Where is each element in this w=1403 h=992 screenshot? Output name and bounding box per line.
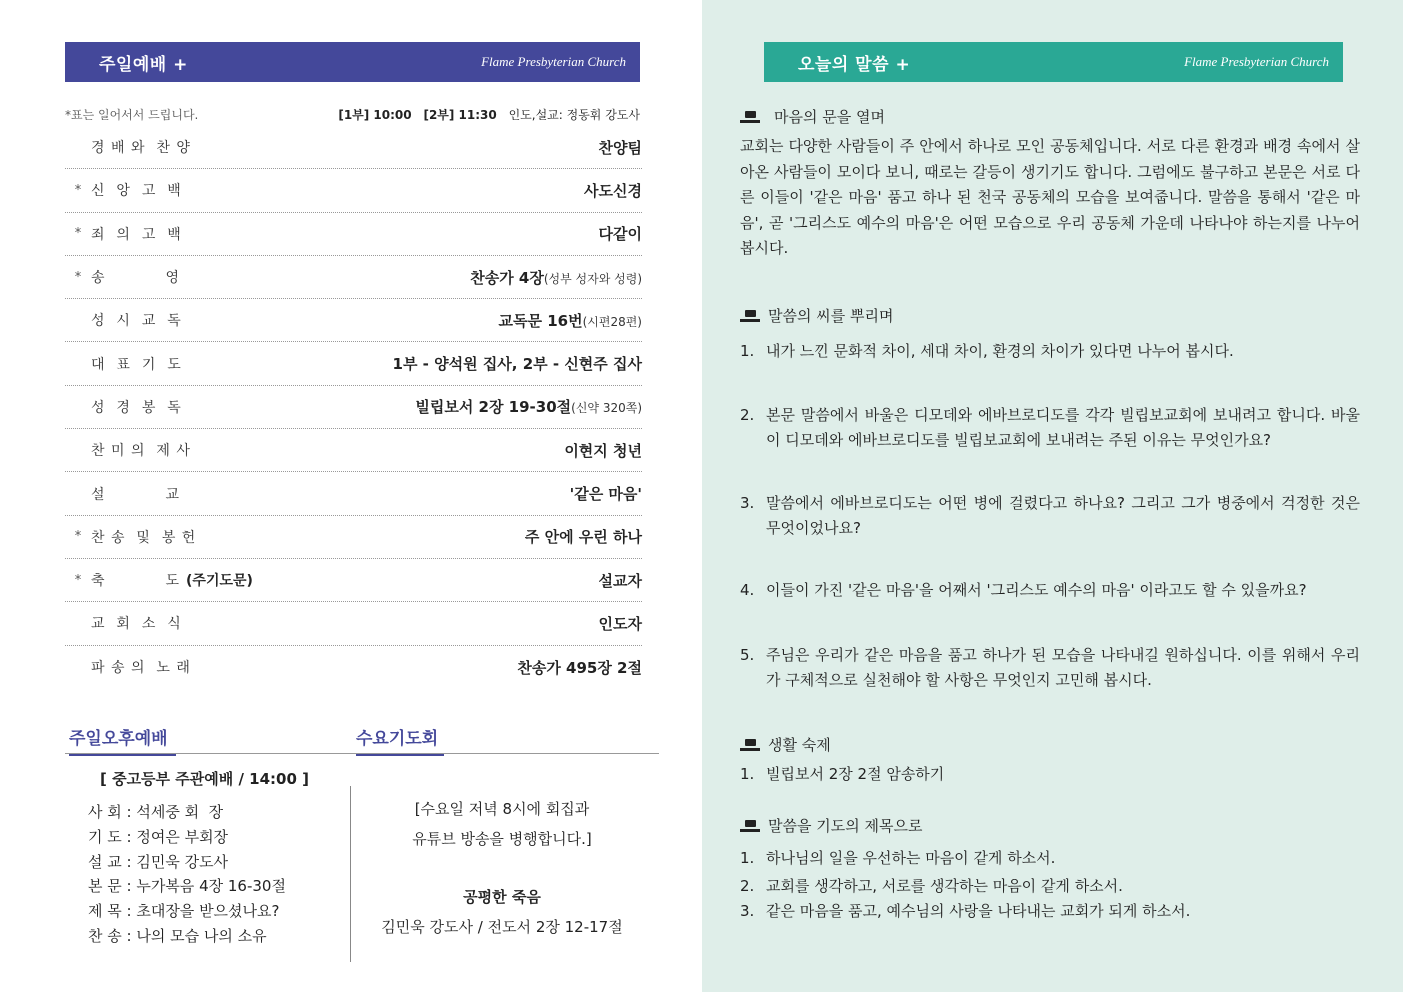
word-banner: [764, 42, 1343, 82]
order-row: [65, 169, 642, 212]
order-value: 찬양팀: [598, 138, 642, 157]
list-item: 사 회 : 석세중 회 장: [88, 803, 224, 821]
order-value: 사도신경: [584, 181, 642, 200]
standing-note: *표는 일어서서 드립니다.: [65, 107, 199, 122]
order-label: 찬 미 의 제 사: [91, 443, 191, 460]
question-number: 2.: [740, 406, 755, 424]
word-panel: [702, 0, 1403, 992]
question-item: [740, 643, 1360, 692]
list-item: 기 도 : 정여은 부회장: [88, 827, 229, 846]
order-label: 성 경 봉 독: [91, 399, 182, 416]
order-value: 주 안에 우린 하나: [524, 528, 642, 547]
order-row: [65, 646, 642, 689]
seed-heading: [740, 305, 893, 326]
afternoon-heading: 주일오후예배: [69, 724, 176, 756]
question-item: [740, 491, 1360, 540]
service-time-1: [1부] 10:00: [338, 107, 412, 122]
order-value: 설교자: [598, 571, 642, 590]
question-text: 말씀에서 에바브로디도는 어떤 병에 걸렸다고 하나요? 그리고 그가 병중에서 걱정한 것은 무엇이었나요?: [766, 494, 1360, 537]
wednesday-heading: 수요기도회: [356, 724, 444, 756]
wednesday-notice-1: [수요일 저녁 8시에 회집과: [414, 800, 590, 818]
order-row: [65, 559, 642, 602]
question-text: 주님은 우리가 같은 마음을 품고 하나가 된 모습을 나타내길 원하십니다. 이를 위해서 우리가 구체적으로 실천해야 할 사항은 무엇인지 고민해 봅시다.: [766, 646, 1360, 689]
question-number: 4.: [740, 581, 755, 599]
wednesday-sermon-title: 공평한 죽음: [463, 888, 541, 906]
order-row: [65, 342, 642, 385]
bible-stack-icon: [740, 738, 762, 752]
prayer-item: [740, 874, 1360, 899]
order-label: 교 회 소 식: [91, 616, 182, 633]
order-value-note: (신약 320쪽): [571, 401, 642, 416]
heading-text: 말씀의 씨를 뿌리며: [768, 307, 894, 325]
order-row: [65, 299, 642, 342]
order-label: 경 배 와 찬 양: [91, 140, 191, 157]
order-label: 송 영: [91, 270, 181, 287]
question-number: 5.: [740, 646, 755, 664]
question-text: 이들이 가진 '같은 마음'을 어째서 '그리스도 예수의 마음' 이라고도 할 수 있을까요?: [766, 581, 1307, 599]
order-row: [65, 516, 642, 559]
homework-text: 빌립보서 2장 2절 암송하기: [766, 765, 945, 783]
question-number: 3.: [740, 494, 755, 512]
order-label: 대 표 기 도: [91, 356, 182, 373]
prayer-text: 같은 마음을 품고, 예수님의 사랑을 나타내는 교회가 되게 하소서.: [766, 902, 1191, 920]
order-row: [65, 472, 642, 515]
standing-mark: *: [74, 572, 82, 588]
list-item: 찬 송 : 나의 모습 나의 소유: [88, 926, 267, 945]
order-value-note: (성부 성자와 성령): [543, 271, 642, 286]
order-label: 성 시 교 독: [91, 313, 182, 330]
question-text: 본문 말씀에서 바울은 디모데와 에바브로디도를 각각 빌립보교회에 보내려고 합니다. 바울이 디모데와 에바브로디도를 빌립보교회에 보내려는 주된 이유는 무엇인가요?: [766, 406, 1360, 449]
prayer-number: 1.: [740, 849, 755, 867]
wednesday-notice-2: 유튜브 방송을 병행합니다.]: [412, 830, 592, 848]
worship-info-row: [65, 104, 640, 124]
homework-heading: [740, 734, 831, 755]
open-heart-heading: [740, 106, 885, 127]
prayer-heading: [740, 815, 922, 836]
service-leader: 인도,설교: 정동휘 강도사: [508, 107, 640, 122]
question-item: [740, 403, 1360, 452]
order-value: 이현지 청년: [564, 441, 642, 460]
prayer-item: [740, 846, 1360, 871]
order-label: 축 도: [91, 573, 181, 590]
order-label-extra: (주기도문): [186, 573, 253, 590]
prayer-text: 교회를 생각하고, 서로를 생각하는 마음이 같게 하소서.: [766, 877, 1123, 895]
homework-number: 1.: [740, 765, 755, 783]
word-title: 오늘의 말씀 +: [798, 54, 911, 75]
wednesday-sermon-info: 김민욱 강도사 / 전도서 2장 12-17절: [381, 918, 623, 936]
order-value: 다같이: [598, 225, 642, 244]
order-value: 빌립보서 2장 19-30절: [415, 398, 572, 417]
order-row: [65, 429, 642, 472]
question-item: [740, 578, 1360, 603]
afternoon-list: [88, 800, 338, 949]
worship-title: 주일예배 +: [99, 54, 188, 75]
order-value-note: (시편28편): [582, 314, 642, 329]
order-value: 인도자: [598, 614, 642, 633]
section-divider: [65, 753, 659, 754]
service-times: [338, 106, 640, 123]
order-label: 찬 송 및 봉 헌: [91, 529, 197, 546]
heading-text: 마음의 문을 열며: [774, 108, 885, 126]
prayer-number: 3.: [740, 902, 755, 920]
order-value: 1부 - 양석원 집사, 2부 - 신현주 집사: [392, 355, 642, 374]
prayer-item: [740, 899, 1360, 924]
question-text: 내가 느낀 문화적 차이, 세대 차이, 환경의 차이가 있다면 나누어 봅시다.: [766, 342, 1234, 360]
question-item: [740, 339, 1360, 364]
order-label: 죄 의 고 백: [91, 226, 182, 243]
service-time-2: [2부] 11:30: [423, 107, 497, 122]
homework-item: [740, 762, 1360, 787]
column-divider: [350, 786, 351, 962]
worship-banner: [65, 42, 640, 82]
question-number: 1.: [740, 342, 755, 360]
order-value: '같은 마음': [569, 485, 642, 504]
order-value: 찬송가 4장: [470, 268, 544, 287]
heading-text: 말씀을 기도의 제목으로: [768, 817, 923, 835]
list-item: 설 교 : 김민욱 강도사: [88, 852, 229, 871]
standing-mark: *: [74, 269, 82, 285]
order-row: [65, 386, 642, 429]
standing-mark: *: [74, 529, 82, 545]
order-value: 교독문 16번: [498, 311, 583, 330]
order-label: 파 송 의 노 래: [91, 660, 191, 677]
bible-stack-icon: [740, 819, 762, 833]
church-name: Flame Presbyterian Church: [481, 54, 626, 69]
list-item: 본 문 : 누가복음 4장 16-30절: [88, 877, 286, 896]
open-heart-paragraph: 교회는 다양한 사람들이 주 안에서 하나로 모인 공동체입니다. 서로 다른 환경과 배경 속에서 살아온 사람들이 모이다 보니, 때로는 갈등이 생기기도 합니다. 그럼에도 불구하고 본문은 서로 다른 이들이 '같은 마음' 품고 하나 된 천국 공동체의 모습을 보여줍니다. 말씀을 통해서 '같은 마음', 곧 '그리스도 예수의 마음'은 어떤 모습으로 우리 공동체 가운데 나타나야 하는지를 나누어 봅시다.: [740, 137, 1360, 257]
order-row: [65, 213, 642, 256]
afternoon-title: [ 중고등부 주관예배 / 14:00 ]: [100, 770, 309, 788]
worship-order-list: [65, 126, 642, 689]
order-row: [65, 256, 642, 299]
standing-mark: *: [74, 182, 82, 198]
bible-stack-icon: [740, 309, 762, 323]
church-name: Flame Presbyterian Church: [1184, 54, 1329, 69]
order-row: [65, 602, 642, 645]
order-label: 신 앙 고 백: [91, 183, 182, 200]
prayer-text: 하나님의 일을 우선하는 마음이 같게 하소서.: [766, 849, 1056, 867]
bible-stack-icon: [740, 110, 762, 124]
heading-text: 생활 숙제: [768, 736, 831, 754]
standing-mark: *: [74, 226, 82, 242]
order-label: 설 교: [91, 486, 181, 503]
order-value: 찬송가 495장 2절: [517, 658, 642, 677]
list-item: 제 목 : 초대장을 받으셨나요?: [88, 902, 280, 921]
prayer-number: 2.: [740, 877, 755, 895]
order-row: [65, 126, 642, 169]
